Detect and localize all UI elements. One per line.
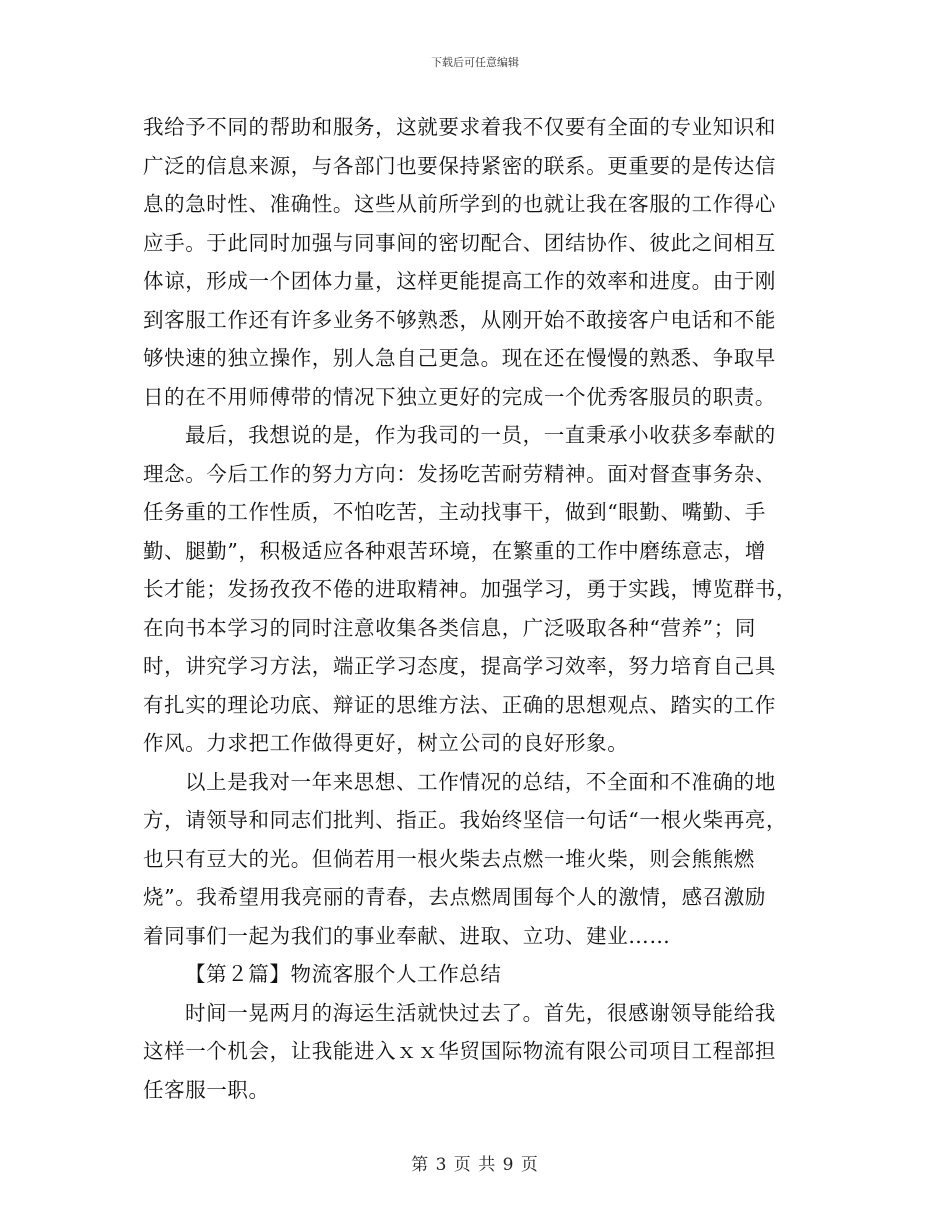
text-line: 时，讲究学习方法，端正学习态度，提高学习效率，努力培育自己具 [143, 654, 776, 678]
text-line: 这样一个机会，让我能进入ｘｘ华贸国际物流有限公司项目工程部担 [143, 1039, 776, 1063]
document-body [143, 108, 808, 1109]
section-heading: 【第２篇】物流客服个人工作总结 [185, 962, 502, 986]
text-line: 广泛的信息来源，与各部门也要保持紧密的联系。更重要的是传达信 [143, 153, 776, 178]
page-number: 第 3 页 共 9 页 [411, 1155, 539, 1175]
text-line: 到客服工作还有许多业务不够熟悉，从刚开始不敢接客户电话和不能 [143, 307, 776, 332]
text-line: 理念。今后工作的努力方向：发扬吃苦耐劳精神。面对督查事务杂、 [143, 461, 776, 486]
text-line: 也只有豆大的光。但倘若用一根火柴去点燃一堆火柴，则会熊熊燃 [143, 846, 755, 871]
text-line: 在向书本学习的同时注意收集各类信息，广泛吸取各种“营养”；同 [143, 615, 756, 640]
text-line: 任务重的工作性质，不怕吃苦，主动找事干，做到“眼勤、嘴勤、手 [143, 500, 766, 524]
text-line: 长才能；发扬孜孜不倦的进取精神。加强学习，勇于实践，博览群书， [143, 577, 798, 601]
text-line: 体谅，形成一个团体力量，这样更能提高工作的效率和进度。由于刚 [143, 269, 776, 293]
text-line: 作风。力求把工作做得更好，树立公司的良好形象。 [143, 731, 629, 755]
text-line: 任客服一职。 [143, 1077, 270, 1102]
text-line: 时间一晃两月的海运生活就快过去了。首先，很感谢领导能给我 [185, 1000, 776, 1025]
page-header: 下载后可任意编辑 [431, 56, 519, 69]
text-line: 息的急时性、准确性。这些从前所学到的也就让我在客服的工作得心 [143, 192, 776, 216]
text-line: 着同事们一起为我们的事业奉献、进取、立功、建业…… [143, 923, 671, 948]
text-line: 有扎实的理论功底、辩证的思维方法、正确的思想观点、踏实的工作 [143, 692, 776, 717]
text-line: 日的在不用师傅带的情况下独立更好的完成一个优秀客服员的职责。 [143, 384, 776, 409]
text-line: 以上是我对一年来思想、工作情况的总结，不全面和不准确的地 [185, 769, 776, 794]
text-line: 我给予不同的帮助和服务，这就要求着我不仅要有全面的专业知识和 [143, 115, 776, 139]
text-line: 应手。于此同时加强与同事间的密切配合、团结协作、彼此之间相互 [143, 230, 776, 255]
text-line: 方，请领导和同志们批判、指正。我始终坚信一句话“一根火柴再亮， [143, 808, 788, 832]
text-line: 烧”。我希望用我亮丽的青春，去点燃周围每个人的激情，感召激励 [143, 885, 766, 909]
text-line: 最后，我想说的是，作为我司的一员，一直秉承小收获多奉献的 [185, 423, 776, 447]
text-line: 勤、腿勤”，积极适应各种艰苦环境，在繁重的工作中磨练意志，增 [143, 538, 766, 563]
text-line: 够快速的独立操作，别人急自己更急。现在还在慢慢的熟悉、争取早 [143, 346, 776, 370]
